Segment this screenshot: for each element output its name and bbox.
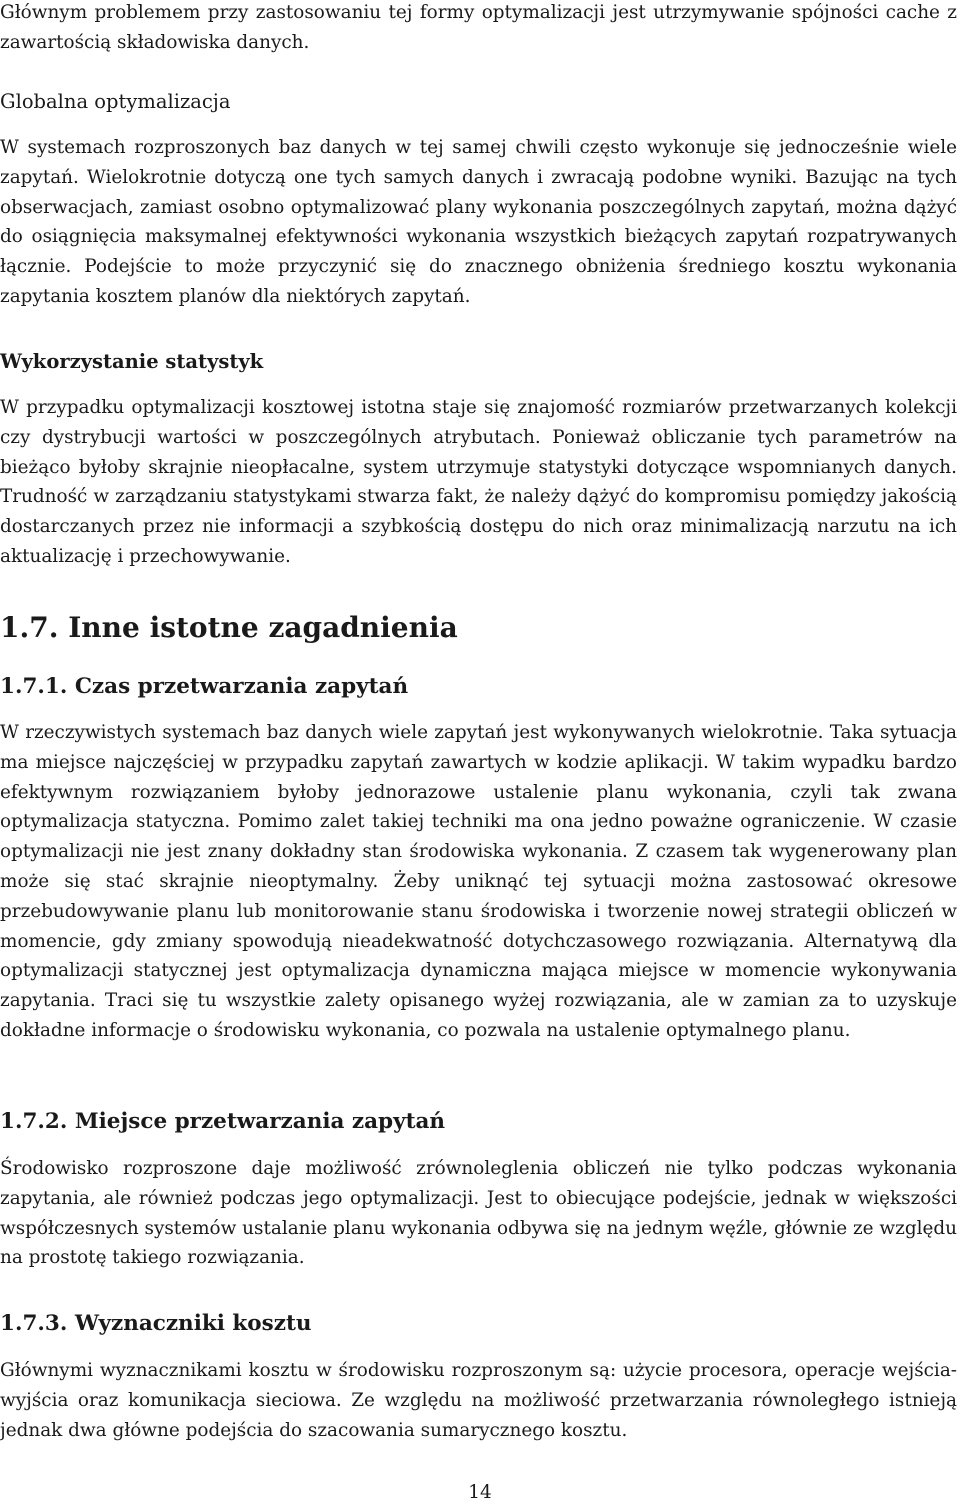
intro-paragraph: Głównym problemem przy zastosowaniu tej formy optymalizacji jest utrzymywanie spójności cache z zawartością składowiska danych. [0, 2, 957, 53]
subsection-1-7-3-heading: 1.7.3. Wyznaczniki kosztu [0, 1311, 312, 1336]
global-optimization-paragraph: W systemach rozproszonych baz danych w tej samej chwili często wykonuje się jednocześnie wiele zapytań. Wielokrotnie dotyczą one tych samych danych i zwracają podobne wyniki. Bazując na tych obserwacjach, zamiast osobno optymalizować plany wykonania poszczególnych zapytań, można dążyć do osiągnięcia maksymalnej efektywności wykonania wszystkich bieżących zapytań rozpatrywanych łącznie. Podejście to może przyczynić się do znacznego obniżenia średniego kosztu wykonania zapytania kosztem planów dla niektórych zapytań. [0, 137, 957, 307]
subsection-1-7-2-paragraph: Środowisko rozproszone daje możliwość zrównoleglenia obliczeń nie tylko podczas wykonania zapytania, ale również podczas jego optymalizacji. Jest to obiecujące podejście, jednak w większości współczesnych systemów ustalanie planu wykonania odbywa się na jednym węźle, głównie ze względu na prostotę takiego rozwiązania. [0, 1158, 957, 1269]
subsection-1-7-2-heading: 1.7.2. Miejsce przetwarzania zapytań [0, 1109, 446, 1134]
subsection-1-7-3-paragraph: Głównymi wyznacznikami kosztu w środowisku rozproszonym są: użycie procesora, operacje wejścia-wyjścia oraz komunikacja sieciowa. Ze względu na możliwość przetwarzania równoległego istnieją jednak dwa główne podejścia do szacowania sumarycznego kosztu. [0, 1360, 957, 1441]
statistics-heading: Wykorzystanie statystyk [0, 350, 264, 373]
page-number: 14 [468, 1482, 492, 1503]
subsection-1-7-1-paragraph: W rzeczywistych systemach baz danych wiele zapytań jest wykonywanych wielokrotnie. Taka sytuacja ma miejsce najczęściej w przypadku zapytań zawartych w kodzie aplikacji. W takim wypadku bardzo efektywnym rozwiązaniem byłoby jednorazowe ustalenie planu wykonania, czyli tak zwana optymalizacja statyczna. Pomimo zalet takiej techniki ma ona jedno poważne ograniczenie. W czasie optymalizacji nie jest znany dokładny stan środowiska wykonania. Z czasem tak wygenerowany plan może się stać skrajnie nieoptymalny. Żeby uniknąć tej sytuacji można zastosować okresowe przebudowywanie planu lub monitorowanie stanu środowiska i tworzenie nowej strategii obliczeń w momencie, gdy zmiany spowodują nieadekwatność dotychczasowego rozwiązania. Alternatywą dla optymalizacji statycznej jest optymalizacja dynamiczna mająca miejsce w momencie wykonywania zapytania. Traci się tu wszystkie zalety opisanego wyżej rozwiązania, ale w zamian za to uzyskuje dokładne informacje o środowisku wykonania, co pozwala na ustalenie optymalnego planu. [0, 722, 957, 1041]
global-optimization-heading: Globalna optymalizacja [0, 90, 231, 113]
section-1-7-heading: 1.7. Inne istotne zagadnienia [0, 611, 458, 644]
subsection-1-7-1-heading: 1.7.1. Czas przetwarzania zapytań [0, 674, 409, 699]
statistics-paragraph: W przypadku optymalizacji kosztowej istotna staje się znajomość rozmiarów przetwarzanych kolekcji czy dystrybucji wartości w poszczególnych atrybutach. Ponieważ obliczanie tych parametrów na bieżąco byłoby skrajnie nieopłacalne, system utrzymuje statystyki dotyczące wspomnianych danych. Trudność w zarządzaniu statystykami stwarza fakt, że należy dążyć do kompromisu pomiędzy jakością dostarczanych przez nie informacji a szybkością dostępu do nich oraz minimalizacją narzutu na ich aktualizację i przechowywanie. [0, 397, 957, 567]
